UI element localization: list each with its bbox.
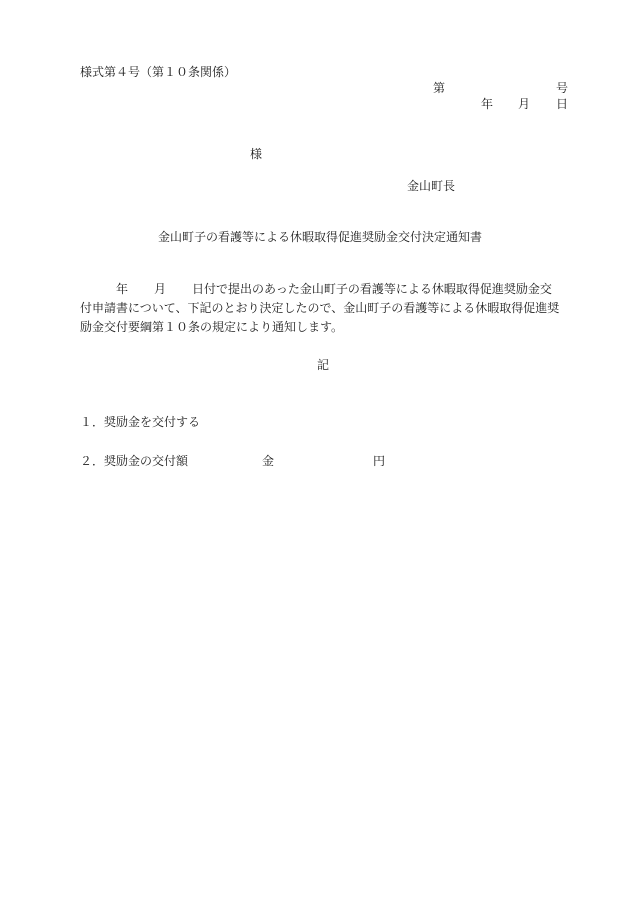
item-2-amount-unit: 円 [373, 454, 386, 468]
body-line-1-text: 日付で提出のあった金山町子の看護等による休暇取得促進奨励金交 [192, 282, 552, 296]
body-paragraph [80, 280, 574, 337]
addressee-suffix: 様 [250, 147, 263, 161]
body-line-1 [80, 280, 574, 299]
body-year: 年 [116, 282, 129, 296]
body-line-3: 励金交付要綱第１０条の規定により通知します。 [80, 320, 344, 334]
document-title: 金山町子の看護等による休暇取得促進奨励金交付決定通知書 [158, 230, 483, 244]
item-2-label: 奨励金の交付額 [104, 454, 189, 468]
date-month: 月 [518, 97, 531, 111]
form-number: 様式第４号（第１０条関係） [80, 65, 237, 79]
item-2-number: ２． [80, 454, 105, 468]
body-month: 月 [154, 282, 167, 296]
body-line-2: 付申請書について、下記のとおり決定したので、金山町子の看護等による休暇取得促進奨 [80, 301, 560, 315]
item-1-label: 奨励金を交付する [104, 415, 201, 429]
doc-number-suffix: 号 [556, 81, 569, 95]
date-day: 日 [556, 97, 569, 111]
item-2-amount-prefix: 金 [262, 454, 275, 468]
doc-number-prefix: 第 [433, 81, 446, 95]
item-1-number: １． [80, 415, 105, 429]
date-year: 年 [481, 97, 494, 111]
ki-heading: 記 [317, 358, 330, 372]
sender-name: 金山町長 [407, 179, 456, 193]
